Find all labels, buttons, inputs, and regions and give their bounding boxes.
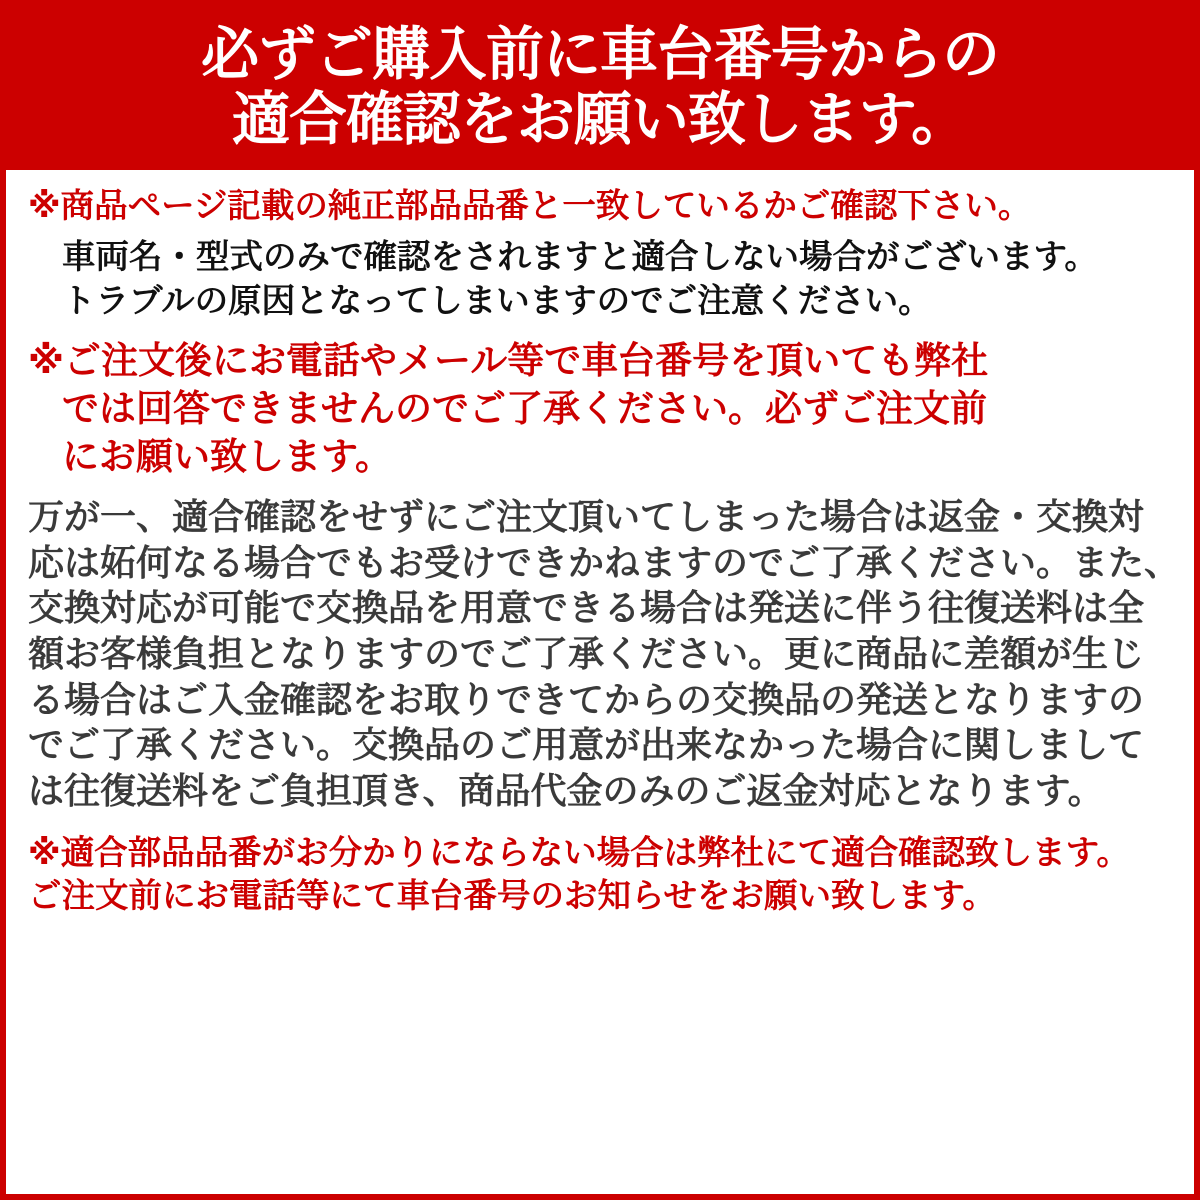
notice-line: にお願い致します。 [62,434,393,478]
notice-line: 額お客様負担となりますのでご了承ください。更に商品に差額が生じ [28,633,1145,675]
notice-block-unknown-parts-number [28,831,1172,918]
notice-line: る場合はご入金確認をお取りできてからの交換品の発送となりますの [28,679,1145,721]
notice-line: 万が一、適合確認をせずにご注文頂いてしまった場合は返金・交換対 [28,496,1145,538]
spacer [28,323,1172,337]
notice-line: ご注文前にお電話等にて車台番号のお知らせをお願い致します。 [28,876,996,916]
notice-line: 車両名・型式のみで確認をされますと適合しない場合がございます。 [62,237,1098,277]
notice-line: ※ご注文後にお電話やメール等で車台番号を頂いても弊社 [28,338,989,382]
notice-line: でご了承ください。交換品のご用意が出来なかった場合に関しまして [28,725,1145,767]
notice-line: では回答できませんのでご了承ください。必ずご注文前 [62,386,987,430]
notice-line: ※商品ページ記載の純正部品品番と一致しているかご確認下さい。 [28,185,1032,225]
notice-line: 交換対応が可能で交換品を用意できる場合は発送に伴う往復送料は全 [28,588,1145,630]
banner-line-1: 必ずご購入前に車台番号からの [200,20,999,88]
notice-line: は往復送料をご負担頂き、商品代金のみのご返金対応となります。 [28,771,1104,813]
notice-line: ※適合部品品番がお分かりにならない場合は弊社にて適合確認致します。 [28,832,1130,872]
notice-block-after-order [28,337,1172,481]
spacer [28,227,1172,235]
header-banner [6,6,1194,170]
spacer [28,481,1172,495]
notice-line: トラブルの原因となってしまいますのでご注意ください。 [62,281,932,320]
notice-block-refund-policy [28,495,1181,815]
notice-body [6,170,1194,918]
notice-block-parts-number [28,184,1172,228]
notice-block-model-warning [28,235,1172,322]
notice-line: 応は妬何なる場合でもお受けできかねますのでご了承ください。また、 [28,542,1181,584]
banner-line-2: 適合確認をお願い致します。 [231,84,969,153]
